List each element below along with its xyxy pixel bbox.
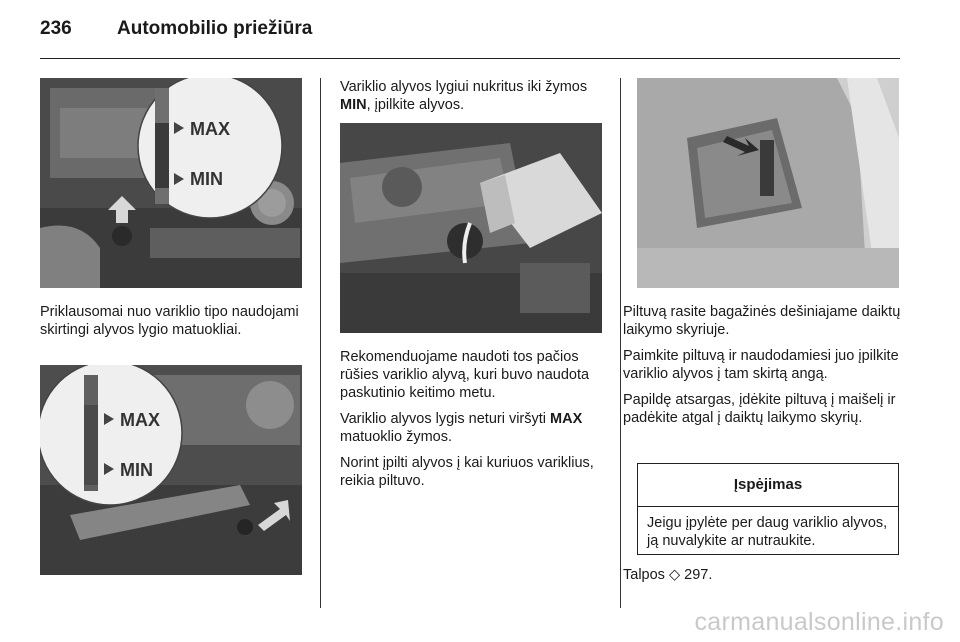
warning-body: Jeigu įpylėte per daug variklio alyvos, ją nuvalykite ar nutraukite. <box>647 515 888 549</box>
oil-filling-photo <box>340 123 602 333</box>
column-divider-1 <box>320 78 321 608</box>
funnel-location-paragraph: Piltuvą rasite bagažinės dešiniajame daiktų laikymo skyriuje. <box>623 304 901 338</box>
col2-top-text <box>340 78 605 122</box>
trunk-storage-photo <box>637 78 899 288</box>
dipstick-photo-1 <box>40 78 302 288</box>
col1-text <box>40 303 310 347</box>
dipstick-photo-2 <box>40 365 302 575</box>
page-title: Automobilio priežiūra <box>117 18 313 39</box>
page-number: 236 <box>40 18 72 39</box>
warning-title: Įspėjimas <box>638 464 898 507</box>
max-level-paragraph: Variklio alyvos lygis neturi viršyti MAX matuoklio žymos. <box>340 411 583 445</box>
column-divider-2 <box>620 78 621 608</box>
recommendation-paragraph: Rekomenduojame naudoti tos pačios rūšies variklio alyvą, kuri buvo naudota paskutinio keitimo metu. <box>340 349 590 401</box>
dipstick-min-label-1: MIN <box>190 169 223 189</box>
reference-page: 297. <box>680 567 713 583</box>
min-level-paragraph: Variklio alyvos lygiui nukritus iki žymos MIN, įpilkite alyvos. <box>340 79 588 113</box>
dipstick-max-label-1: MAX <box>190 119 230 139</box>
header-rule <box>40 58 900 59</box>
dipstick-min-label-2: MIN <box>120 460 153 480</box>
funnel-needed-paragraph: Norint įpilti alyvos į kai kuriuos variklius, reikia piltuvo. <box>340 455 594 489</box>
funnel-use-paragraph: Paimkite piltuvą ir naudodamiesi juo įpilkite variklio alyvos į tam skirtą angą. <box>623 348 899 382</box>
page-reference-icon: ◇ <box>668 567 681 583</box>
capacity-reference[interactable] <box>623 566 905 584</box>
funnel-return-paragraph: Papildę atsargas, įdėkite piltuvą į maišelį ir padėkite atgal į daiktų laikymo skyrių. <box>623 392 896 426</box>
warning-box <box>637 463 899 555</box>
watermark: carmanualsonline.info <box>694 608 944 636</box>
dipstick-types-text: Priklausomai nuo variklio tipo naudojami skirtingi alyvos lygio matuokliai. <box>40 304 299 338</box>
dipstick-max-label-2: MAX <box>120 410 160 430</box>
col3-text <box>623 303 905 435</box>
reference-label: Talpos <box>623 567 669 583</box>
col2-bottom-text <box>340 348 608 498</box>
